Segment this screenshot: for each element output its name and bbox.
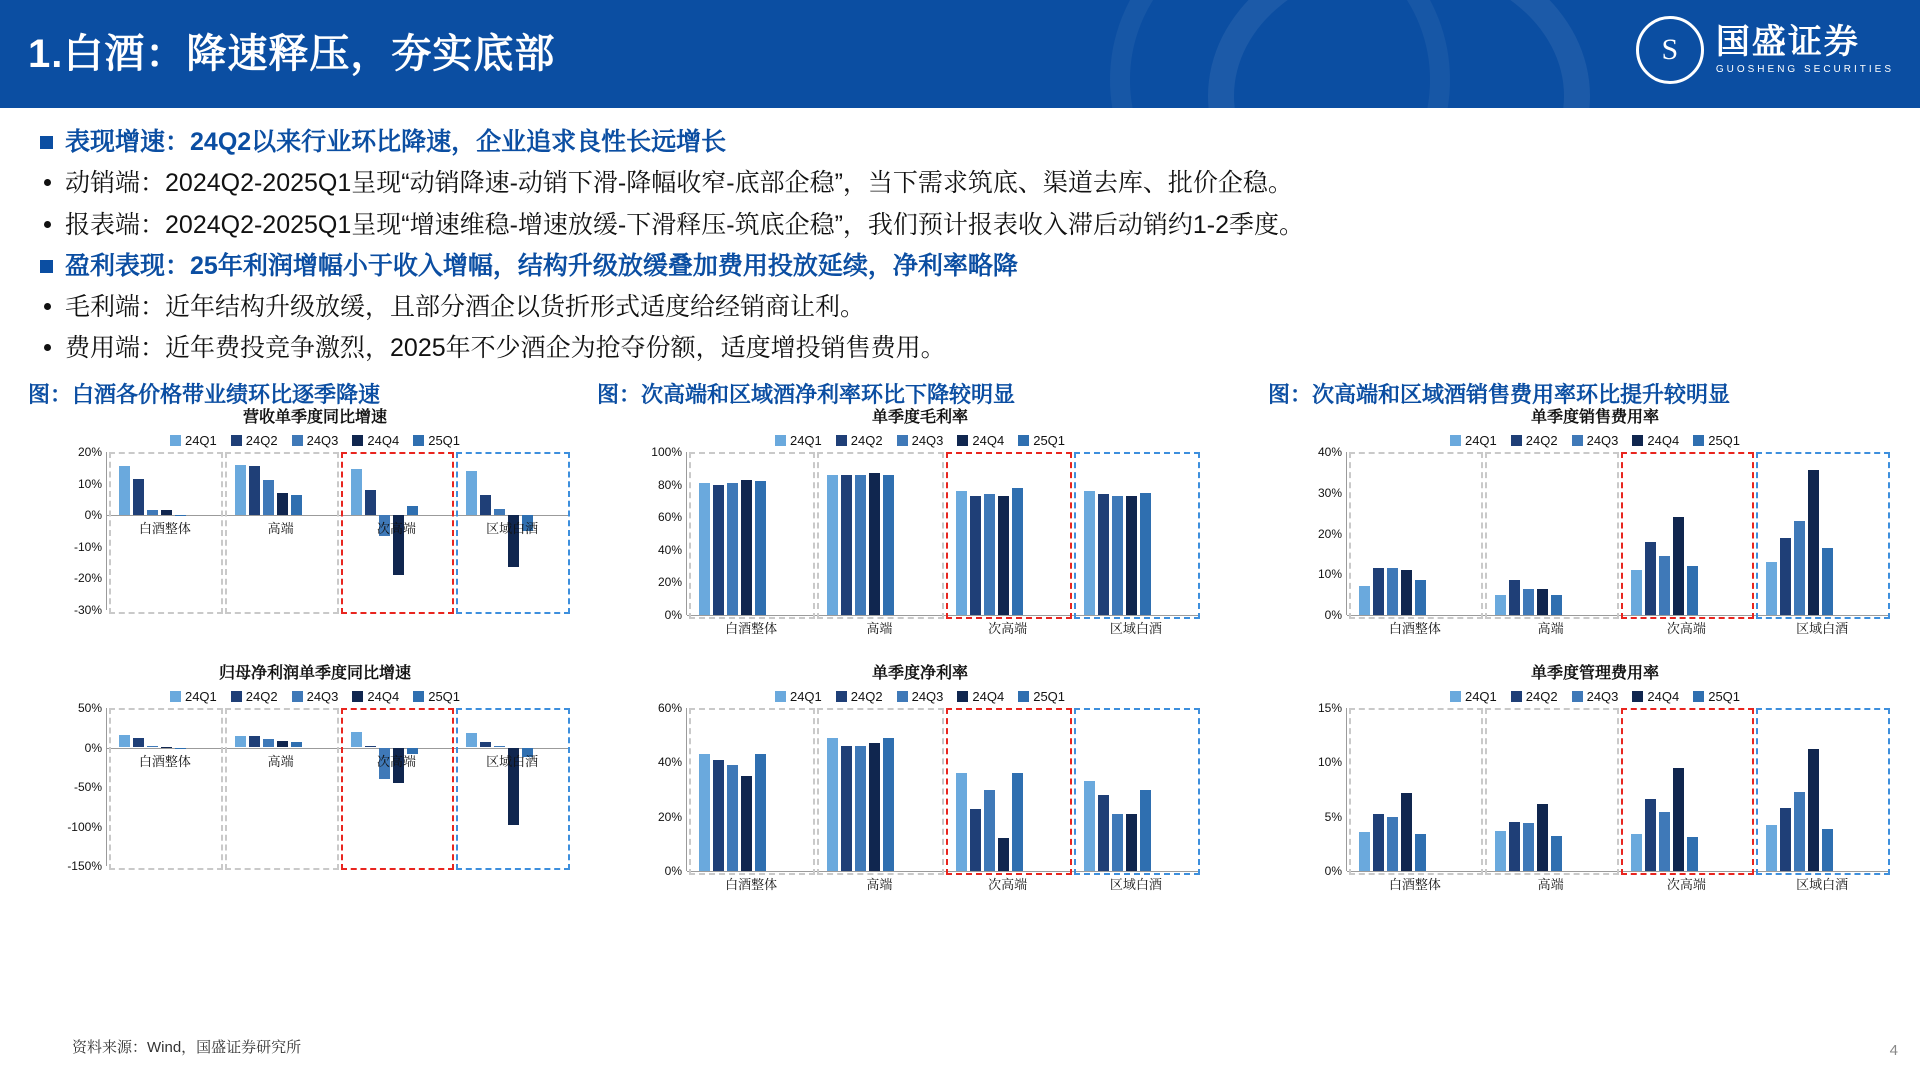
logo-mark-icon: S — [1636, 16, 1704, 84]
highlight-box-red — [946, 452, 1072, 619]
highlight-box-blue — [1074, 708, 1200, 875]
chart-caption-right: 图：次高端和区域酒销售费用率环比提升较明显 — [1268, 382, 1731, 407]
legend-swatch-icon — [231, 691, 242, 702]
bullet-head: 报表端： — [65, 210, 166, 239]
legend-item — [352, 689, 399, 704]
legend-swatch-icon — [231, 435, 242, 446]
legend-swatch-icon — [1511, 691, 1522, 702]
list-item — [30, 124, 1900, 160]
x-axis-label: 白酒整体 — [138, 521, 191, 537]
legend-item — [1511, 433, 1558, 448]
logo-company-name: 国盛证券 — [1715, 23, 1860, 61]
chart-title: 单季度销售费用率 — [1530, 409, 1659, 426]
y-axis-tick: 100% — [651, 445, 682, 459]
list-item — [30, 165, 1900, 201]
legend-label: 24Q4 — [1647, 433, 1680, 448]
legend-item — [957, 689, 1004, 704]
highlight-box-gray — [817, 708, 943, 875]
legend-swatch-icon — [897, 435, 908, 446]
highlight-box-blue — [456, 452, 570, 614]
legend-swatch-icon — [1632, 435, 1643, 446]
y-axis-tick: 80% — [657, 477, 682, 492]
decorative-arc-2-icon — [1110, 0, 1450, 108]
legend-label: 25Q1 — [1033, 689, 1066, 704]
legend-label: 24Q3 — [911, 433, 944, 448]
chart-revenue-yoy — [60, 404, 570, 644]
legend-swatch-icon — [1572, 435, 1583, 446]
x-axis-label: 白酒整体 — [1388, 621, 1441, 636]
highlight-box-red — [341, 708, 455, 870]
legend-item — [1018, 689, 1065, 704]
dot-bullet-icon — [44, 303, 51, 310]
x-axis-label: 高端 — [1537, 621, 1564, 636]
highlight-box-gray — [689, 452, 815, 619]
page-number: 4 — [1889, 1042, 1898, 1059]
highlight-box-gray — [817, 452, 943, 619]
y-axis-tick: 0% — [1324, 864, 1342, 878]
legend-label: 24Q2 — [245, 689, 278, 704]
legend-swatch-icon — [775, 691, 786, 702]
chart-profit-yoy — [60, 660, 570, 900]
legend-item — [1572, 689, 1619, 704]
y-axis-tick: 30% — [1317, 485, 1342, 500]
y-axis-tick: 20% — [77, 445, 102, 459]
chart-plot-area — [1300, 701, 1890, 893]
chart-title: 单季度毛利率 — [871, 409, 968, 426]
legend-item — [413, 689, 460, 704]
x-axis-label: 区域白酒 — [486, 753, 539, 769]
legend-label: 25Q1 — [428, 433, 461, 448]
page-header — [0, 0, 1920, 108]
legend-swatch-icon — [292, 435, 303, 446]
chart-net-margin — [640, 660, 1200, 905]
source-note: 资料来源：Wind，国盛证券研究所 — [72, 1039, 302, 1056]
highlight-box-gray — [109, 452, 223, 614]
x-axis-label: 白酒整体 — [725, 621, 778, 636]
chart-title: 单季度管理费用率 — [1530, 665, 1659, 682]
y-axis-tick: 20% — [657, 575, 682, 590]
highlight-box-red — [946, 708, 1072, 875]
highlight-box-gray — [109, 708, 223, 870]
chart-plot-area — [640, 445, 1200, 637]
highlight-box-gray — [1349, 708, 1483, 875]
bullet-text: 近年结构升级放缓，且部分酒企以货折形式适度给经销商让利。 — [165, 293, 866, 321]
y-axis — [60, 701, 106, 888]
chart-sales-expense — [1300, 404, 1890, 649]
legend-label: 24Q1 — [1464, 433, 1497, 448]
legend-label: 24Q4 — [972, 433, 1005, 448]
list-item — [30, 289, 1900, 325]
x-axis-label: 次高端 — [376, 521, 416, 537]
x-axis-label: 高端 — [1537, 877, 1564, 892]
legend-label: 24Q1 — [789, 689, 822, 704]
legend-label: 24Q1 — [184, 433, 217, 448]
bullet-text: 25年利润增幅小于收入增幅，结构升级放缓叠加费用投放延续，净利率略降 — [190, 251, 1018, 280]
legend-label: 24Q2 — [245, 433, 278, 448]
legend-item — [836, 689, 883, 704]
x-axis-label: 区域白酒 — [1109, 877, 1162, 892]
dot-bullet-icon — [44, 344, 51, 351]
y-axis — [1300, 701, 1346, 893]
chart-admin-expense — [1300, 660, 1890, 905]
y-axis-tick: 50% — [77, 701, 102, 715]
legend-item — [231, 433, 278, 448]
legend-item — [170, 689, 217, 704]
x-axis-label: 白酒整体 — [138, 753, 191, 769]
y-axis-tick: -30% — [73, 603, 102, 617]
brand-logo — [1636, 16, 1894, 84]
y-axis-tick: 60% — [657, 701, 682, 715]
highlight-box-blue — [456, 708, 570, 870]
y-axis — [60, 445, 106, 632]
chart-title: 归母净利润单季度同比增速 — [218, 665, 411, 682]
chart-plot-area — [60, 445, 570, 632]
legend-item — [1632, 689, 1679, 704]
bullet-head: 费用端： — [65, 334, 166, 363]
bullet-text: 24Q2以来行业环比降速，企业追求良性长远增长 — [190, 128, 727, 156]
chart-plot-area — [60, 701, 570, 888]
chart-caption-middle: 图：次高端和区域酒净利率环比下降较明显 — [597, 382, 1016, 407]
legend-label: 24Q1 — [184, 689, 217, 704]
legend-label: 24Q4 — [367, 689, 400, 704]
x-axis-label: 白酒整体 — [725, 877, 778, 892]
y-axis-tick: 20% — [1317, 526, 1342, 541]
y-axis-tick: 0% — [84, 740, 102, 755]
legend-label: 24Q3 — [1586, 689, 1619, 704]
legend-swatch-icon — [1450, 691, 1461, 702]
legend-swatch-icon — [413, 435, 424, 446]
plot-panel — [1346, 708, 1890, 892]
legend-item — [1018, 433, 1065, 448]
x-axis-label: 区域白酒 — [1796, 877, 1849, 892]
y-axis-tick: -150% — [67, 859, 102, 873]
chart-plot-area — [1300, 445, 1890, 637]
y-axis-tick: 0% — [1324, 608, 1342, 622]
list-item — [30, 330, 1900, 366]
legend-swatch-icon — [352, 435, 363, 446]
legend-label: 24Q4 — [367, 433, 400, 448]
legend-label: 24Q2 — [1525, 689, 1558, 704]
legend-label: 24Q2 — [1525, 433, 1558, 448]
legend-label: 25Q1 — [428, 689, 461, 704]
y-axis-tick: 10% — [1317, 755, 1342, 770]
legend-swatch-icon — [170, 691, 181, 702]
y-axis-tick: 40% — [1317, 445, 1342, 459]
y-axis-tick: 60% — [657, 510, 682, 525]
plot-panel — [106, 708, 570, 866]
highlight-box-gray — [1485, 708, 1619, 875]
bullet-text: 2024Q2-2025Q1呈现“增速维稳-增速放缓-下滑释压-筑底企稳”，我们预计报表收入滞后动销约1-2季度。 — [165, 210, 1305, 239]
x-axis-label: 白酒整体 — [1388, 877, 1441, 892]
legend-item — [292, 433, 339, 448]
legend-item — [1572, 433, 1619, 448]
legend-item — [352, 433, 399, 448]
highlight-box-red — [1621, 452, 1755, 619]
legend-item — [170, 433, 217, 448]
y-axis — [1300, 445, 1346, 637]
legend-swatch-icon — [1693, 435, 1704, 446]
x-axis-label: 区域白酒 — [1796, 621, 1849, 636]
legend-swatch-icon — [1632, 691, 1643, 702]
y-axis-tick: 0% — [664, 608, 682, 622]
legend-item — [1511, 689, 1558, 704]
chart-gross-margin — [640, 404, 1200, 649]
x-axis-label: 区域白酒 — [486, 521, 539, 537]
legend-label: 24Q1 — [1464, 689, 1497, 704]
highlight-box-gray — [1349, 452, 1483, 619]
y-axis-tick: -20% — [73, 571, 102, 586]
x-axis-label: 区域白酒 — [1109, 621, 1162, 636]
legend-item — [1450, 433, 1497, 448]
y-axis — [640, 445, 686, 637]
bullet-text: 近年费投竞争激烈，2025年不少酒企为抢夺份额，适度增投销售费用。 — [165, 334, 946, 363]
legend-label: 24Q3 — [911, 689, 944, 704]
legend-item — [413, 433, 460, 448]
legend-label: 24Q3 — [1586, 433, 1619, 448]
legend-swatch-icon — [170, 435, 181, 446]
legend-swatch-icon — [1511, 435, 1522, 446]
highlight-box-gray — [225, 452, 339, 614]
legend-item — [1693, 433, 1740, 448]
legend-swatch-icon — [836, 691, 847, 702]
legend-swatch-icon — [1018, 691, 1029, 702]
legend-label: 24Q4 — [972, 689, 1005, 704]
legend-swatch-icon — [1693, 691, 1704, 702]
chart-caption-left: 图：白酒各价格带业绩环比逐季降速 — [28, 382, 381, 407]
list-item — [30, 248, 1900, 284]
legend-swatch-icon — [836, 435, 847, 446]
legend-item — [957, 433, 1004, 448]
legend-swatch-icon — [352, 691, 363, 702]
square-bullet-icon — [40, 260, 53, 273]
legend-swatch-icon — [775, 435, 786, 446]
legend-item — [292, 689, 339, 704]
legend-label: 24Q2 — [850, 433, 883, 448]
legend-item — [1693, 689, 1740, 704]
bullet-head: 毛利端： — [65, 293, 166, 321]
chart-legend — [640, 433, 1200, 448]
dot-bullet-icon — [44, 179, 51, 186]
bullet-head: 表现增速： — [65, 128, 191, 156]
legend-swatch-icon — [957, 691, 968, 702]
legend-swatch-icon — [292, 691, 303, 702]
y-axis-tick: -10% — [73, 539, 102, 554]
chart-plot-area — [640, 701, 1200, 893]
chart-legend — [640, 689, 1200, 704]
x-axis-label: 次高端 — [1666, 877, 1706, 892]
bullet-head: 动销端： — [65, 169, 166, 198]
plot-panel — [106, 452, 570, 610]
legend-label: 25Q1 — [1708, 689, 1741, 704]
legend-item — [231, 689, 278, 704]
legend-item — [836, 433, 883, 448]
legend-label: 24Q4 — [1647, 689, 1680, 704]
bullet-head: 盈利表现： — [65, 251, 191, 280]
legend-label: 24Q2 — [850, 689, 883, 704]
legend-item — [897, 433, 944, 448]
y-axis-tick: 0% — [84, 508, 102, 523]
legend-label: 25Q1 — [1033, 433, 1066, 448]
logo-company-name-en: GUOSHENG SECURITIES — [1715, 64, 1894, 75]
highlight-box-blue — [1756, 708, 1890, 875]
legend-label: 24Q3 — [306, 689, 339, 704]
chart-title: 营收单季度同比增速 — [242, 409, 387, 426]
page-title: 1.白酒：降速释压，夯实底部 — [28, 32, 556, 76]
legend-swatch-icon — [413, 691, 424, 702]
plot-panel — [1346, 452, 1890, 636]
x-axis-label: 次高端 — [1666, 621, 1706, 636]
x-axis-label: 高端 — [866, 621, 893, 636]
highlight-box-red — [341, 452, 455, 614]
highlight-box-gray — [689, 708, 815, 875]
chart-legend — [1300, 433, 1890, 448]
y-axis-tick: 5% — [1324, 809, 1342, 824]
y-axis-tick: 20% — [657, 809, 682, 824]
square-bullet-icon — [40, 136, 53, 149]
highlight-box-gray — [225, 708, 339, 870]
highlight-box-blue — [1756, 452, 1890, 619]
legend-label: 24Q3 — [306, 433, 339, 448]
x-axis-label: 次高端 — [376, 753, 416, 769]
legend-item — [775, 689, 822, 704]
y-axis — [640, 701, 686, 893]
x-axis-label: 次高端 — [988, 621, 1028, 636]
x-axis-label: 高端 — [267, 521, 294, 537]
chart-legend — [60, 689, 570, 704]
legend-swatch-icon — [957, 435, 968, 446]
y-axis-tick: -50% — [73, 780, 102, 794]
bullet-list — [30, 124, 1900, 372]
chart-title: 单季度净利率 — [871, 665, 968, 682]
y-axis-tick: 40% — [657, 542, 682, 557]
y-axis-tick: 10% — [1317, 567, 1342, 582]
y-axis-tick: 0% — [664, 864, 682, 878]
legend-swatch-icon — [1018, 435, 1029, 446]
legend-item — [775, 433, 822, 448]
bullet-text: 2024Q2-2025Q1呈现“动销降速-动销下滑-降幅收窄-底部企稳”，当下需求筑底、渠道去库、批价企稳。 — [165, 169, 1293, 198]
legend-swatch-icon — [897, 691, 908, 702]
x-axis-label: 高端 — [267, 753, 294, 769]
list-item — [30, 207, 1900, 243]
y-axis-tick: 15% — [1317, 701, 1342, 715]
legend-swatch-icon — [1450, 435, 1461, 446]
highlight-box-blue — [1074, 452, 1200, 619]
y-axis-tick: 40% — [657, 755, 682, 770]
legend-item — [1450, 689, 1497, 704]
x-axis-label: 高端 — [866, 877, 893, 892]
legend-item — [1632, 433, 1679, 448]
x-axis-label: 次高端 — [988, 877, 1028, 892]
legend-item — [897, 689, 944, 704]
plot-panel — [686, 708, 1200, 892]
legend-swatch-icon — [1572, 691, 1583, 702]
highlight-box-gray — [1485, 452, 1619, 619]
chart-legend — [60, 433, 570, 448]
legend-label: 24Q1 — [789, 433, 822, 448]
y-axis-tick: -100% — [67, 819, 102, 834]
y-axis-tick: 10% — [77, 476, 102, 491]
plot-panel — [686, 452, 1200, 636]
chart-legend — [1300, 689, 1890, 704]
legend-label: 25Q1 — [1708, 433, 1741, 448]
highlight-box-red — [1621, 708, 1755, 875]
dot-bullet-icon — [44, 221, 51, 228]
